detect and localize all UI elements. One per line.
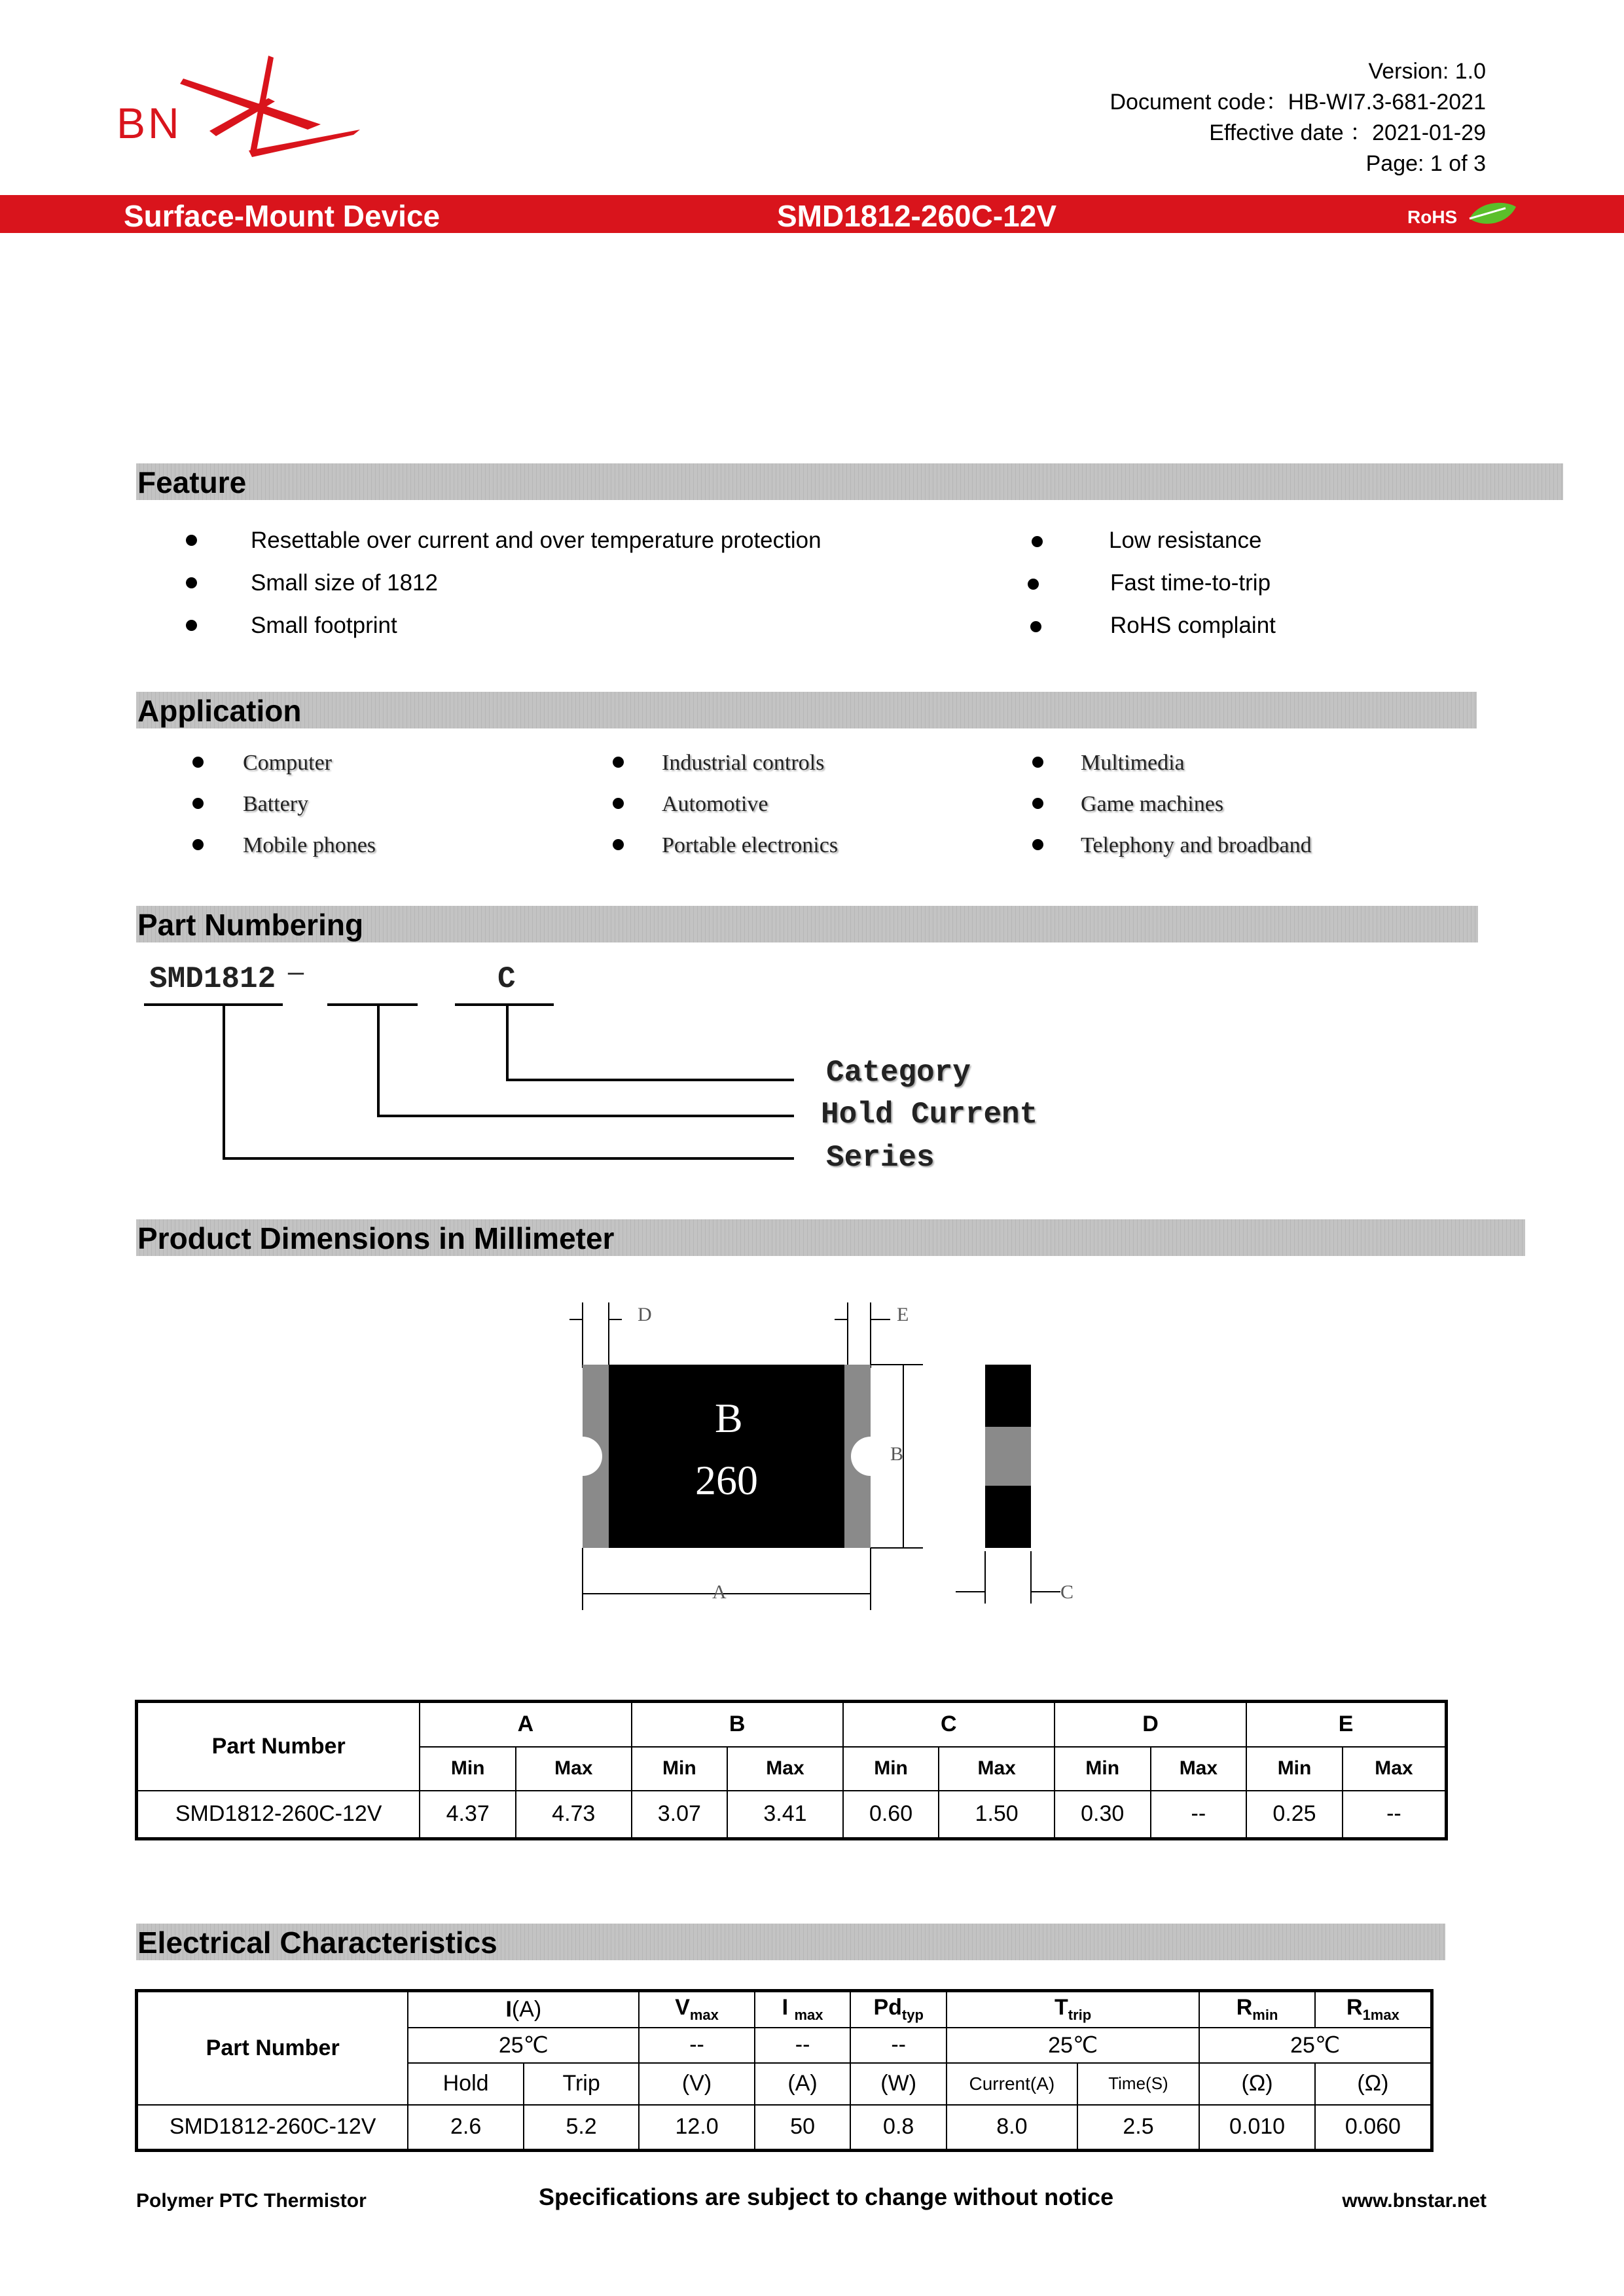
r1max-symbol: R (1346, 1995, 1363, 2020)
imax-subscript: max (794, 2007, 823, 2024)
footer-left: Polymer PTC Thermistor (136, 2190, 367, 2212)
bullet-icon (613, 757, 624, 768)
rmin-header (1199, 1991, 1315, 2028)
dim-label-a: A (712, 1581, 727, 1603)
application-heading: Application (136, 692, 1477, 728)
application-item: Battery (243, 792, 309, 816)
value-cell: 2.5 (1077, 2105, 1200, 2151)
pd-header (850, 1991, 947, 2028)
value-cell: 1.50 (939, 1791, 1055, 1839)
application-item: Multimedia (1081, 751, 1185, 775)
feature-item: Small footprint (251, 613, 397, 638)
max-header: Max (727, 1747, 843, 1791)
condition-cell: -- (755, 2028, 851, 2063)
current-unit: (A) (511, 1996, 542, 2022)
dimensions-table (135, 1700, 1448, 1840)
unit-cell: (Ω) (1315, 2063, 1432, 2105)
unit-cell: Trip (524, 2063, 639, 2105)
label-category: Category (826, 1056, 971, 1090)
bullet-icon (613, 798, 624, 809)
part-number-header: Part Number (137, 1702, 420, 1791)
condition-cell: -- (639, 2028, 755, 2063)
banner-part-number: SMD1812-260C-12V (777, 199, 1057, 233)
footer-website: www.bnstar.net (1342, 2190, 1487, 2212)
table-row (137, 2105, 1432, 2151)
condition-cell: -- (850, 2028, 947, 2063)
feature-item: Resettable over current and over temperature protection (251, 528, 821, 553)
value-cell: 0.8 (850, 2105, 947, 2151)
dimensions-heading: Product Dimensions in Millimeter (136, 1219, 1525, 1256)
min-header: Min (420, 1747, 516, 1791)
dim-label-e: E (897, 1304, 909, 1325)
value-cell: -- (1151, 1791, 1247, 1839)
feature-item: Low resistance (1109, 528, 1262, 553)
pd-subscript: typ (901, 2007, 924, 2024)
dimension-drawing (543, 1296, 1100, 1623)
unit-cell: (A) (755, 2063, 851, 2105)
value-cell: 0.060 (1315, 2105, 1432, 2151)
part-number-cell: SMD1812-260C-12V (137, 1791, 420, 1839)
value-cell: 50 (755, 2105, 851, 2151)
value-cell: 4.73 (516, 1791, 632, 1839)
application-item: Game machines (1081, 792, 1224, 816)
r1max-header (1315, 1991, 1432, 2028)
max-header: Max (1151, 1747, 1247, 1791)
r1max-subscript: 1max (1362, 2007, 1399, 2024)
part-numbering-lines (137, 975, 825, 1172)
value-cell: 2.6 (408, 2105, 524, 2151)
vmax-symbol: V (675, 1995, 690, 2020)
banner-category: Surface-Mount Device (124, 199, 441, 233)
bullet-icon (613, 839, 624, 850)
part-prefix: SMD1812 (149, 962, 276, 996)
condition-cell: 25℃ (947, 2028, 1199, 2063)
bullet-icon (186, 577, 197, 588)
part-dash: — (288, 960, 304, 989)
company-logo (111, 52, 367, 170)
imax-symbol: I (782, 1995, 795, 2020)
ttrip-symbol: T (1055, 1995, 1068, 2020)
dimension-lines (543, 1296, 1100, 1623)
pd-symbol: Pd (873, 1995, 902, 2020)
application-item: Mobile phones (243, 833, 376, 857)
condition-cell: 25℃ (1199, 2028, 1432, 2063)
part-numbering-heading: Part Numbering (136, 906, 1478, 942)
current-symbol: I (505, 1996, 512, 2022)
value-cell: 4.37 (420, 1791, 516, 1839)
bullet-icon (1032, 798, 1043, 809)
footer-center: Specifications are subject to change without notice (539, 2183, 1114, 2210)
document-code-text: Document code：HB-WI7.3-681-2021 (1110, 90, 1486, 115)
max-header: Max (516, 1747, 632, 1791)
electrical-heading: Electrical Characteristics (136, 1924, 1445, 1960)
feature-item: RoHS complaint (1110, 613, 1276, 638)
application-item: Portable electronics (662, 833, 839, 857)
part-number-cell: SMD1812-260C-12V (137, 2105, 408, 2151)
value-cell: 5.2 (524, 2105, 639, 2151)
value-cell: 0.010 (1199, 2105, 1315, 2151)
bullet-icon (186, 535, 197, 546)
application-item: Industrial controls (662, 751, 825, 775)
condition-cell: 25℃ (408, 2028, 639, 2063)
dim-header-c: C (843, 1702, 1055, 1747)
electrical-table (135, 1989, 1434, 2152)
dim-label-d: D (638, 1304, 652, 1325)
logo-text: BN (117, 99, 182, 147)
page-number-text: Page: 1 of 3 (1365, 151, 1486, 176)
max-header: Max (1343, 1747, 1447, 1791)
value-cell: 0.60 (843, 1791, 939, 1839)
part-suffix: C (497, 962, 516, 996)
value-cell: 3.41 (727, 1791, 843, 1839)
vmax-subscript: max (689, 2007, 719, 2024)
dim-label-c: C (1060, 1581, 1074, 1603)
unit-cell: Current(A) (947, 2063, 1077, 2105)
version-text: Version: 1.0 (1368, 59, 1486, 84)
value-cell: 0.30 (1055, 1791, 1151, 1839)
value-cell: 8.0 (947, 2105, 1077, 2151)
bullet-icon (192, 839, 204, 850)
label-series: Series (826, 1141, 935, 1175)
min-header: Min (632, 1747, 728, 1791)
vmax-header (639, 1991, 755, 2028)
dim-header-b: B (632, 1702, 843, 1747)
bullet-icon (1032, 757, 1043, 768)
bullet-icon (192, 798, 204, 809)
unit-cell: Time(S) (1077, 2063, 1200, 2105)
min-header: Min (843, 1747, 939, 1791)
bullet-icon (1032, 839, 1043, 850)
bullet-icon (186, 620, 197, 631)
table-row (137, 1791, 1447, 1839)
bullet-icon (1028, 579, 1039, 590)
max-header: Max (939, 1747, 1055, 1791)
application-item: Telephony and broadband (1081, 833, 1312, 857)
unit-cell: (V) (639, 2063, 755, 2105)
title-banner (0, 195, 1624, 233)
chip-marking-bottom: 260 (695, 1457, 758, 1503)
feature-heading: Feature (136, 463, 1563, 500)
chip-marking-top: B (715, 1395, 743, 1441)
dim-header-e: E (1246, 1702, 1446, 1747)
imax-header (755, 1991, 851, 2028)
label-hold-current: Hold Current (821, 1098, 1038, 1132)
effective-date-text: Effective date ：2021-01-29 (1209, 120, 1486, 145)
application-item: Automotive (662, 792, 768, 816)
bullet-icon (1032, 536, 1043, 547)
min-header: Min (1246, 1747, 1343, 1791)
rmin-subscript: min (1252, 2007, 1278, 2024)
application-item: Computer (243, 751, 332, 775)
unit-cell: (W) (850, 2063, 947, 2105)
value-cell: 0.25 (1246, 1791, 1343, 1839)
feature-item: Fast time-to-trip (1110, 570, 1271, 596)
bullet-icon (1030, 621, 1041, 632)
rohs-leaf-icon (1466, 199, 1519, 229)
unit-cell: Hold (408, 2063, 524, 2105)
dim-header-a: A (420, 1702, 631, 1747)
feature-item: Small size of 1812 (251, 570, 438, 596)
rmin-symbol: R (1236, 1995, 1253, 2020)
dim-label-b: B (890, 1443, 904, 1465)
value-cell: 3.07 (632, 1791, 728, 1839)
min-header: Min (1055, 1747, 1151, 1791)
document-meta (1110, 56, 1487, 179)
value-cell: -- (1343, 1791, 1447, 1839)
ttrip-subscript: trip (1068, 2007, 1092, 2024)
dim-header-d: D (1055, 1702, 1246, 1747)
unit-cell: (Ω) (1199, 2063, 1315, 2105)
ttrip-header (947, 1991, 1199, 2028)
value-cell: 12.0 (639, 2105, 755, 2151)
bullet-icon (192, 757, 204, 768)
rohs-label: RoHS (1407, 207, 1458, 227)
current-header (408, 1991, 639, 2028)
part-number-header: Part Number (137, 1991, 408, 2105)
